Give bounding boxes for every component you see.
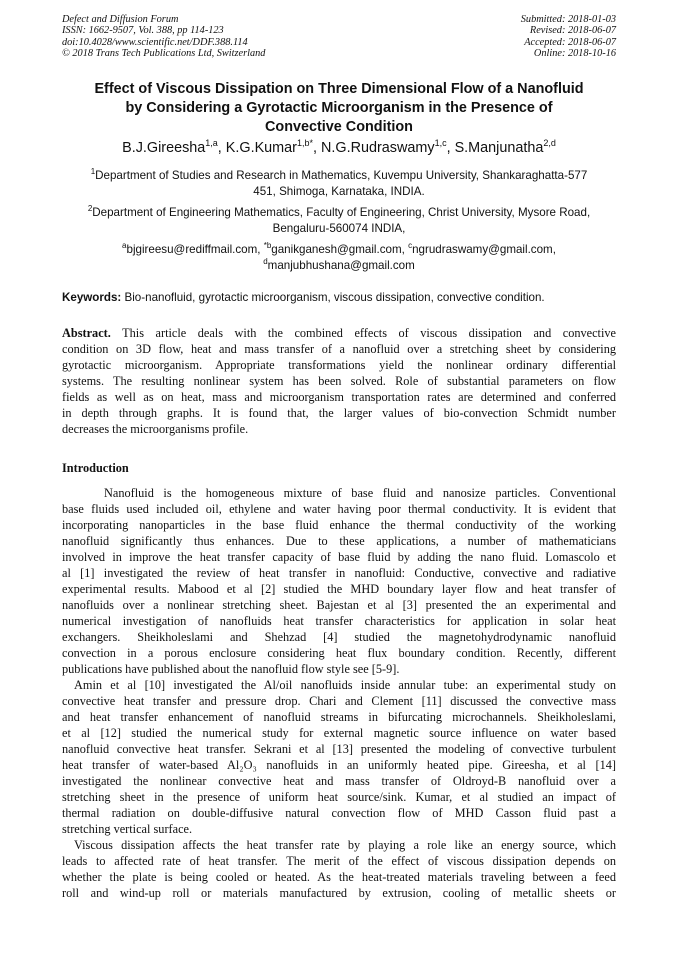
author-name: B.J.Gireesha <box>122 140 206 156</box>
paragraph-line: al [1] investigated the review of heat transfer in nanofluid: Conductive, convective and radiative <box>62 566 616 580</box>
doi-line: doi:10.4028/www.scientific.net/DDF.388.114 <box>62 36 248 48</box>
abstract-line: gyrotactic microorganism. Appropriate transformations yield the nonlinear ordinary differential <box>62 358 616 372</box>
email-mark: a <box>122 241 127 251</box>
abstract <box>62 325 616 437</box>
paragraph-line: leads to affected rate of heat transfer. The merit of the effect of viscous dissipation depends on <box>62 854 616 868</box>
paragraph-line: Viscous dissipation affects the heat transfer rate by playing a role like an energy source, which <box>74 838 616 852</box>
affiliation-text: Department of Engineering Mathematics, Faculty of Engineering, Christ University, Mysore Road, <box>92 206 591 219</box>
paragraph-line: numerical investigation of nanofluids heat transfer characteristics for application in solar heat <box>62 614 616 628</box>
paragraph-line: Amin et al [10] investigated the Al/oil nanofluids inside annular tube: an experimental study on <box>74 678 616 692</box>
paragraph-line: exchangers. Sheikholeslami and Shehzad [4] studied the magnetohydrodynamic nanofluid <box>62 630 616 644</box>
abstract-line: This article deals with the combined effects of viscous dissipation and convective <box>110 326 616 340</box>
section-heading-introduction: Introduction <box>62 461 129 475</box>
paragraph-line: stretching sheet in the presence of uniform heat source/sink. Kumar, et al studied an impact of <box>62 790 616 804</box>
author-emails <box>62 242 616 274</box>
keywords-label: Keywords: <box>62 291 122 304</box>
abstract-line: decreases the microorganisms profile. <box>62 422 249 436</box>
author-affiliation-mark: 1,c <box>434 138 447 149</box>
submitted-date: Submitted: 2018-01-03 <box>520 14 616 25</box>
paragraph-line: nanofluid convective heat transfer. Sekrani et al [13] presented the modeling of convective turbulent <box>62 742 616 756</box>
author-affiliation-mark: 1,a <box>205 138 218 149</box>
author-name: N.G.Rudraswamy <box>321 140 435 156</box>
paragraph-line: incorporating nanoparticles in the base fluid enhance the thermal conductivity of the working <box>62 518 616 532</box>
email-mark: *b <box>263 241 272 251</box>
paragraph-line: base fluids used included oil, ethylene and water having poor thermal conductivity. It is evident that <box>62 502 616 516</box>
title-line: Convective Condition <box>265 119 413 135</box>
keywords-text: Bio-nanofluid, gyrotactic microorganism, viscous dissipation, convective condition. <box>121 291 545 304</box>
paragraph-line: convection in a porous enclosure considering heat flux boundary condition. Recently, different <box>62 646 616 660</box>
paragraph-line: stretching vertical surface. <box>62 822 193 836</box>
email-link[interactable]: ngrudraswamy@gmail.com, <box>412 243 556 256</box>
copyright-line: © 2018 Trans Tech Publications Ltd, Switzerland <box>62 48 266 60</box>
paragraph-line: et al [12] studied the numerical study for external magnetic source influence on water based <box>62 726 616 740</box>
paragraph-line: thermal radiation on double-diffusive natural convection flow of MHD Casson fluid past a <box>62 806 616 820</box>
paragraph <box>62 485 616 677</box>
paper-title <box>62 80 616 137</box>
paragraph-line: roll and wind-up roll or materials manufactured by extrusion, cooling of metallic sheets or <box>62 886 616 900</box>
journal-name: Defect and Diffusion Forum <box>62 14 179 25</box>
paragraph-line: and heat transfer enhancement of nanofluid streams in bifurcating microchannels. Sheikholeslami, <box>62 710 616 724</box>
paragraph-line: nanofluid significantly thus enhances. Due to these applications, a number of mathematicians <box>62 534 616 548</box>
submission-dates <box>376 14 616 60</box>
paragraph <box>62 837 616 901</box>
title-line: Effect of Viscous Dissipation on Three Dimensional Flow of a Nanofluid <box>94 81 584 97</box>
accepted-date: Accepted: 2018-06-07 <box>524 36 616 48</box>
email-link[interactable]: bjgireesu@rediffmail.com, <box>126 243 264 256</box>
paragraph-line: heat transfer of water-based Al₂O₃ nanofluids in an uniformly heated pipe. Gireesha, et al [14] <box>62 758 616 772</box>
title-line: by Considering a Gyrotactic Microorganism in the Presence of <box>125 100 553 116</box>
revised-date: Revised: 2018-06-07 <box>529 25 616 37</box>
author-affiliation-mark: 1,b* <box>296 138 313 149</box>
abstract-label: Abstract. <box>62 326 111 340</box>
abstract-line: condition on 3D flow, heat and mass transfer of a nanofluid over a stretching sheet by considering <box>62 342 616 356</box>
issn-line: ISSN: 1662-9507, Vol. 388, pp 114-123 <box>62 25 224 37</box>
affiliation-mark: 1 <box>90 167 96 177</box>
paragraph-line: nanofluids over a nonlinear stretching sheet. Bajestan et al [3] presented the an experimental and <box>62 598 616 612</box>
email-link[interactable]: ganikganesh@gmail.com, <box>271 243 409 256</box>
paragraph-line: experimental results. Mabood et al [2] studied the MHD boundary layer flow and heat transfer of <box>62 582 616 596</box>
online-date: Online: 2018-10-16 <box>533 48 616 60</box>
affiliation-mark: 2 <box>87 204 93 214</box>
abstract-line: in depth through graphs. It is found that, the larger values of bio-convection Schmidt number <box>62 406 616 420</box>
affiliation-1 <box>62 168 616 200</box>
journal-info <box>62 14 392 60</box>
affiliation-text: Department of Studies and Research in Mathematics, Kuvempu University, Shankaraghatta-577 <box>95 169 588 182</box>
paragraph-line: whether the plate is being cooled or heated. As the heat-treated materials traveling between a feed <box>62 870 616 884</box>
email-mark: d <box>263 257 268 267</box>
abstract-line: systems. The resulting nonlinear system has been solved. Role of substantial parameters on flow <box>62 374 616 388</box>
paragraph <box>62 677 616 837</box>
paragraph-line: convective heat transfer and pressure drop. Chari and Clement [11] discussed the convective mass <box>62 694 616 708</box>
author-name: K.G.Kumar <box>225 140 297 156</box>
paragraph-line: Nanofluid is the homogeneous mixture of base fluid and nanosize particles. Conventional <box>104 486 616 500</box>
affiliation-2 <box>62 205 616 237</box>
paragraph-line: involved in improve the heat transfer capacity of base fluid by adding the nano fluid. Lomascolo et <box>62 550 616 564</box>
paragraph-line: investigated the nonlinear convective heat and mass transfer of Oldroyd-B nanofluid over a <box>62 774 616 788</box>
author-name: S.Manjunatha <box>454 140 544 156</box>
author-affiliation-mark: 2,d <box>543 138 556 149</box>
email-mark: c <box>408 241 413 251</box>
abstract-line: fields as well as on heat, mass and microorganism transportation rates are determined and conferred <box>62 390 616 404</box>
affiliation-text: 451, Shimoga, Karnataka, INDIA. <box>253 185 425 198</box>
keywords <box>62 290 616 306</box>
paragraph-line: publications have published about the nanofluid flow style see [5-9]. <box>62 662 400 676</box>
author-list: B.J.Gireesha$^{1,a}$, K.G.Kumar$^{1,b*}$, N.G.Rudraswamy$^{1,c}$, S.Manjunatha$^{2,d}$ <box>122 138 556 156</box>
affiliation-text: Bengaluru-560074 INDIA, <box>272 222 406 235</box>
email-link[interactable]: manjubhushana@gmail.com <box>267 259 415 272</box>
